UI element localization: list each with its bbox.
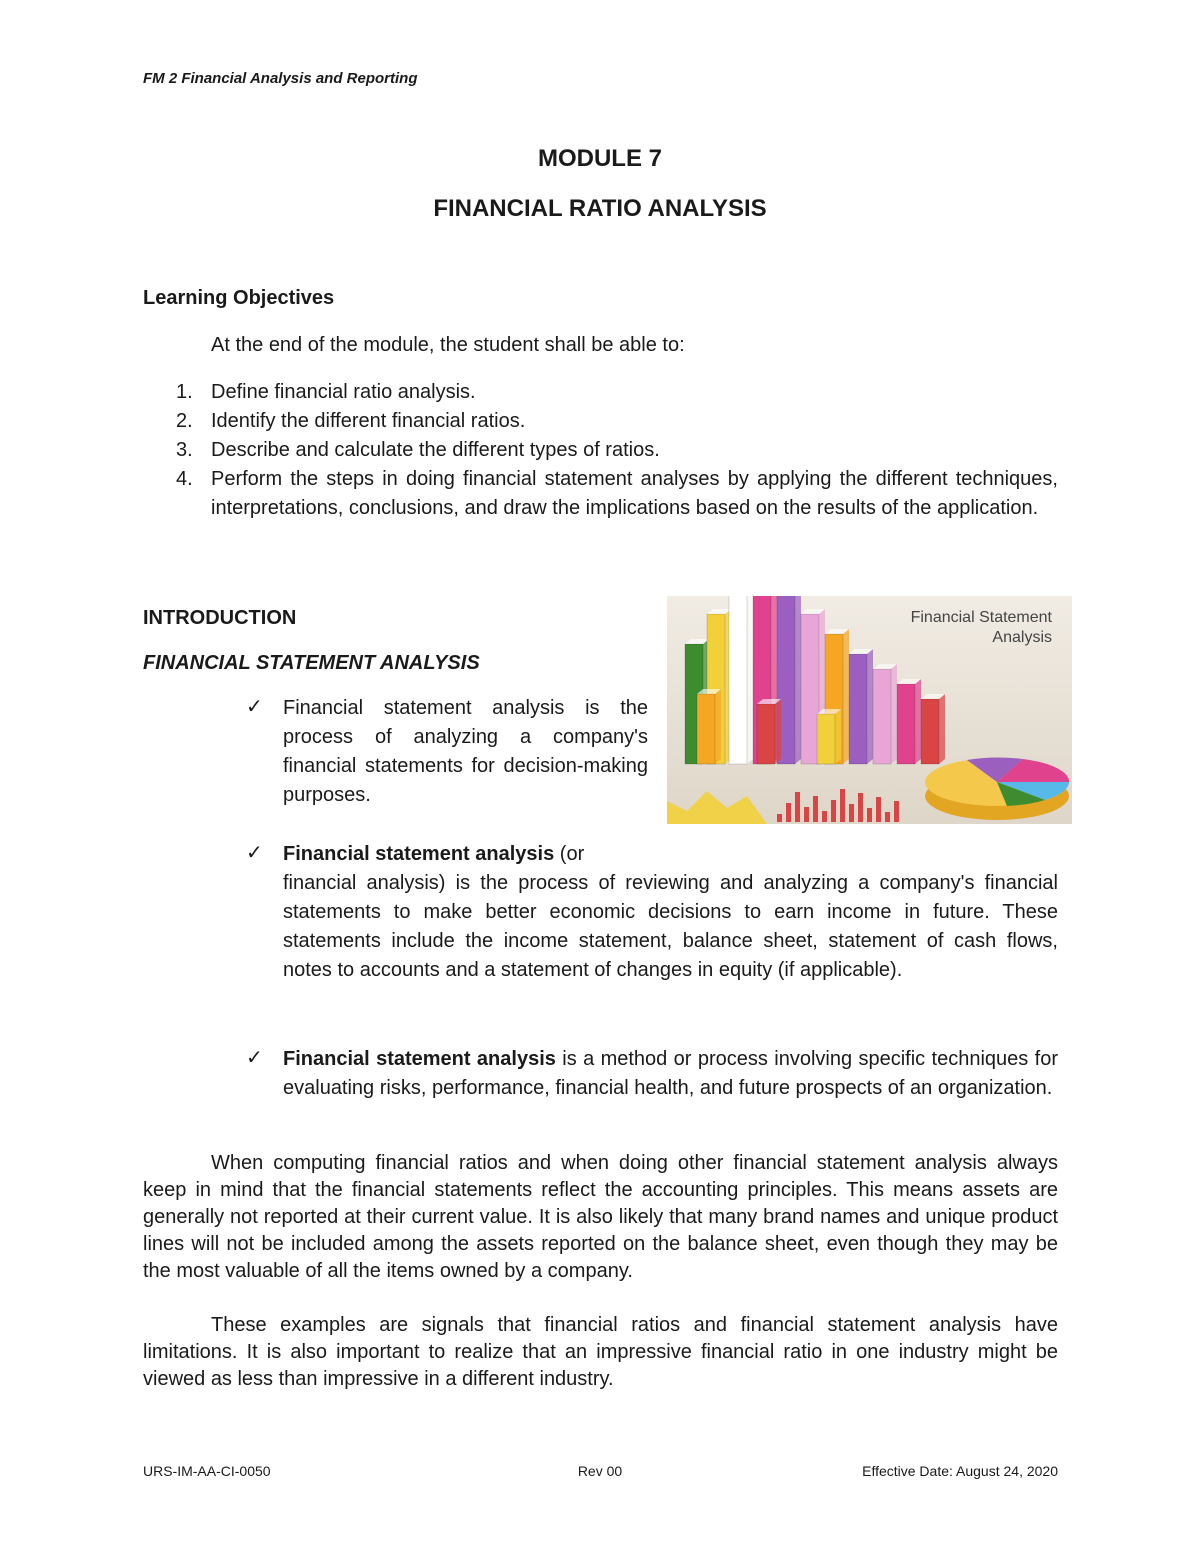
mini-bar (894, 801, 899, 822)
paragraph-text: These examples are signals that financial ratios and financial statement analysis have limitations. It is also important to realize that an impressive financial ratio in one industry might be viewed as less than impressive in a different industry. (143, 1314, 1058, 1390)
mini-bar (858, 793, 863, 822)
mini-bar (813, 796, 818, 822)
bold-term: Financial statement analysis (283, 1048, 556, 1070)
mini-bar (822, 811, 827, 822)
footer-doc-code: URS-IM-AA-CI-0050 (143, 1463, 271, 1479)
objective-number: 4. (176, 468, 193, 490)
bullet-first-line (283, 840, 648, 869)
illustration-bar (873, 664, 897, 764)
mini-bar (786, 803, 791, 822)
objective-number: 1. (176, 381, 193, 403)
paragraph-2 (143, 1312, 1058, 1393)
introduction-heading: INTRODUCTION (143, 607, 297, 629)
illustration-bar (849, 649, 873, 764)
checkmark-icon: ✓ (246, 696, 263, 718)
footer-revision: Rev 00 (577, 1463, 623, 1479)
bullet-definition-2 (283, 840, 1058, 985)
checkmark-icon: ✓ (246, 1047, 263, 1069)
image-caption-line: Analysis (992, 629, 1052, 646)
learning-objectives-heading: Learning Objectives (143, 287, 335, 309)
illustration-bar (817, 709, 841, 764)
objectives-list (143, 378, 1058, 523)
objective-text: Perform the steps in doing financial statement analyses by applying the different techniques, interpretations, conclusions, and draw the implications based on the results of the application. (211, 468, 1058, 519)
bullet-text: is a method or process involving specific techniques for evaluating risks, performance, financial health, and future prospects of an organization. (283, 1048, 1058, 1099)
mini-bar (795, 792, 800, 822)
illustration-bar (757, 699, 781, 764)
mini-bar (876, 797, 881, 822)
learning-objectives-intro: At the end of the module, the student shall be able to: (211, 334, 685, 356)
objective-item (143, 378, 1058, 407)
mini-bar (804, 807, 809, 822)
checkmark-icon: ✓ (246, 842, 263, 864)
bullet-definition-3 (283, 1045, 1058, 1103)
mini-bar (840, 789, 845, 822)
objective-text: Describe and calculate the different types of ratios. (211, 439, 660, 461)
paragraph-text: When computing financial ratios and when doing other financial statement analysis always keep in mind that the financial statements reflect the accounting principles. This means assets are generally not reported at their current value. It is also likely that many brand names and unique product lines will not be included among the assets reported on the balance sheet, even though they may be the most valuable of all the items owned by a company. (143, 1152, 1058, 1282)
objective-item (143, 407, 1058, 436)
illustration-bar (697, 689, 721, 764)
financial-statement-analysis-image (667, 596, 1072, 824)
illustration-bar (897, 679, 921, 764)
objective-number: 2. (176, 410, 193, 432)
mini-bar (885, 812, 890, 822)
mini-bar (849, 804, 854, 822)
bullet-definition-1: Financial statement analysis is the process of analyzing a company's financial statements for decision-making purposes. (283, 697, 648, 806)
mini-bar (777, 814, 782, 822)
paragraph-1 (143, 1150, 1058, 1285)
footer-effective-date: Effective Date: August 24, 2020 (862, 1463, 1058, 1479)
objective-number: 3. (176, 439, 193, 461)
mini-bar (867, 808, 872, 822)
objective-text: Define financial ratio analysis. (211, 381, 476, 403)
bullet-text: (or (554, 843, 585, 865)
image-caption-line: Financial Statement (910, 609, 1052, 626)
image-caption (911, 608, 1052, 648)
bold-term: Financial statement analysis (283, 843, 555, 865)
course-header: FM 2 Financial Analysis and Reporting (143, 70, 418, 87)
illustration-bar (729, 596, 753, 764)
objective-item (143, 465, 1058, 523)
objective-text: Identify the different financial ratios. (211, 410, 526, 432)
objective-item (143, 436, 1058, 465)
mini-bar (831, 800, 836, 822)
bullet-text: financial analysis) is the process of reviewing and analyzing a company's financial statements to make better economic decisions to earn income in future. These statements include the income statement, balance sheet, statement of cash flows, notes to accounts and a statement of changes in equity (if applicable). (283, 872, 1058, 981)
pie-illustration (925, 758, 1069, 820)
module-number: MODULE 7 (537, 145, 662, 172)
illustration-bar (921, 694, 945, 764)
module-title: FINANCIAL RATIO ANALYSIS (433, 195, 767, 222)
fsa-subheading: FINANCIAL STATEMENT ANALYSIS (143, 652, 480, 674)
